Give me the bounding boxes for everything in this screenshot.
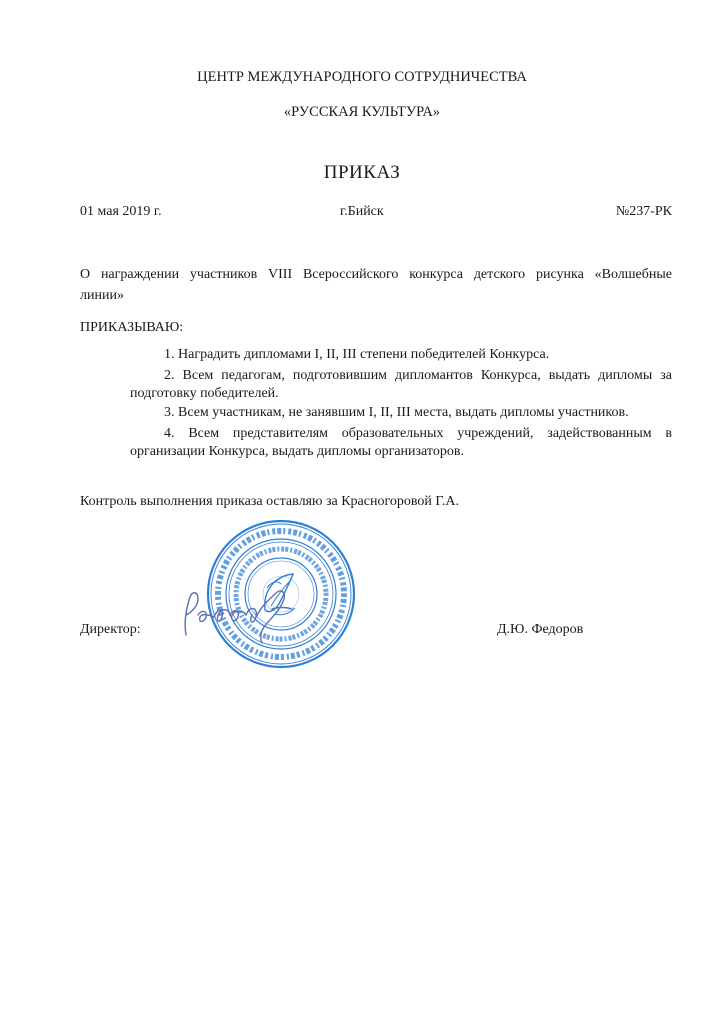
signatory-name: Д.Ю. Федоров [497,622,584,637]
order-heading: ПРИКАЗЫВАЮ: [80,320,184,335]
subject-line-1: О награждении участников VIII Всероссийского конкурса детского рисунка «Волшебные [80,267,672,282]
document-city: г.Бийск [340,204,384,219]
document-number: №237-РК [615,204,672,219]
list-item-continuation: подготовку победителей. [130,386,279,401]
signature-role: Директор: [80,622,141,637]
document-date: 01 мая 2019 г. [80,204,162,219]
signature-mark [176,585,296,645]
organization-subtitle: «РУССКАЯ КУЛЬТУРА» [283,104,441,120]
subject-line-2: линии» [80,288,124,303]
organization-name: ЦЕНТР МЕЖДУНАРОДНОГО СОТРУДНИЧЕСТВА [197,69,527,85]
control-statement: Контроль выполнения приказа оставляю за Красногоровой Г.А. [80,494,459,509]
document-title: ПРИКАЗ [323,162,401,183]
list-item [164,367,672,385]
list-item-text: Всем представителям образовательных учреждений, задействованным в [188,426,673,441]
list-item-text: Всем педагогам, подготовившим дипломантов Конкурса, выдать дипломы за [182,368,673,383]
list-item-number: 3. [164,405,175,420]
list-item [164,425,672,443]
list-item-text: Наградить дипломами I, II, III степени победителей Конкурса. [178,347,550,362]
list-item-continuation: организации Конкурса, выдать дипломы организаторов. [130,444,464,459]
list-item-number: 4. [164,426,175,441]
list-item [164,346,549,364]
list-item-text: Всем участникам, не занявшим I, II, III места, выдать дипломы участников. [178,405,629,420]
list-item-number: 1. [164,347,175,362]
list-item-number: 2. [164,368,175,383]
list-item [164,404,629,422]
